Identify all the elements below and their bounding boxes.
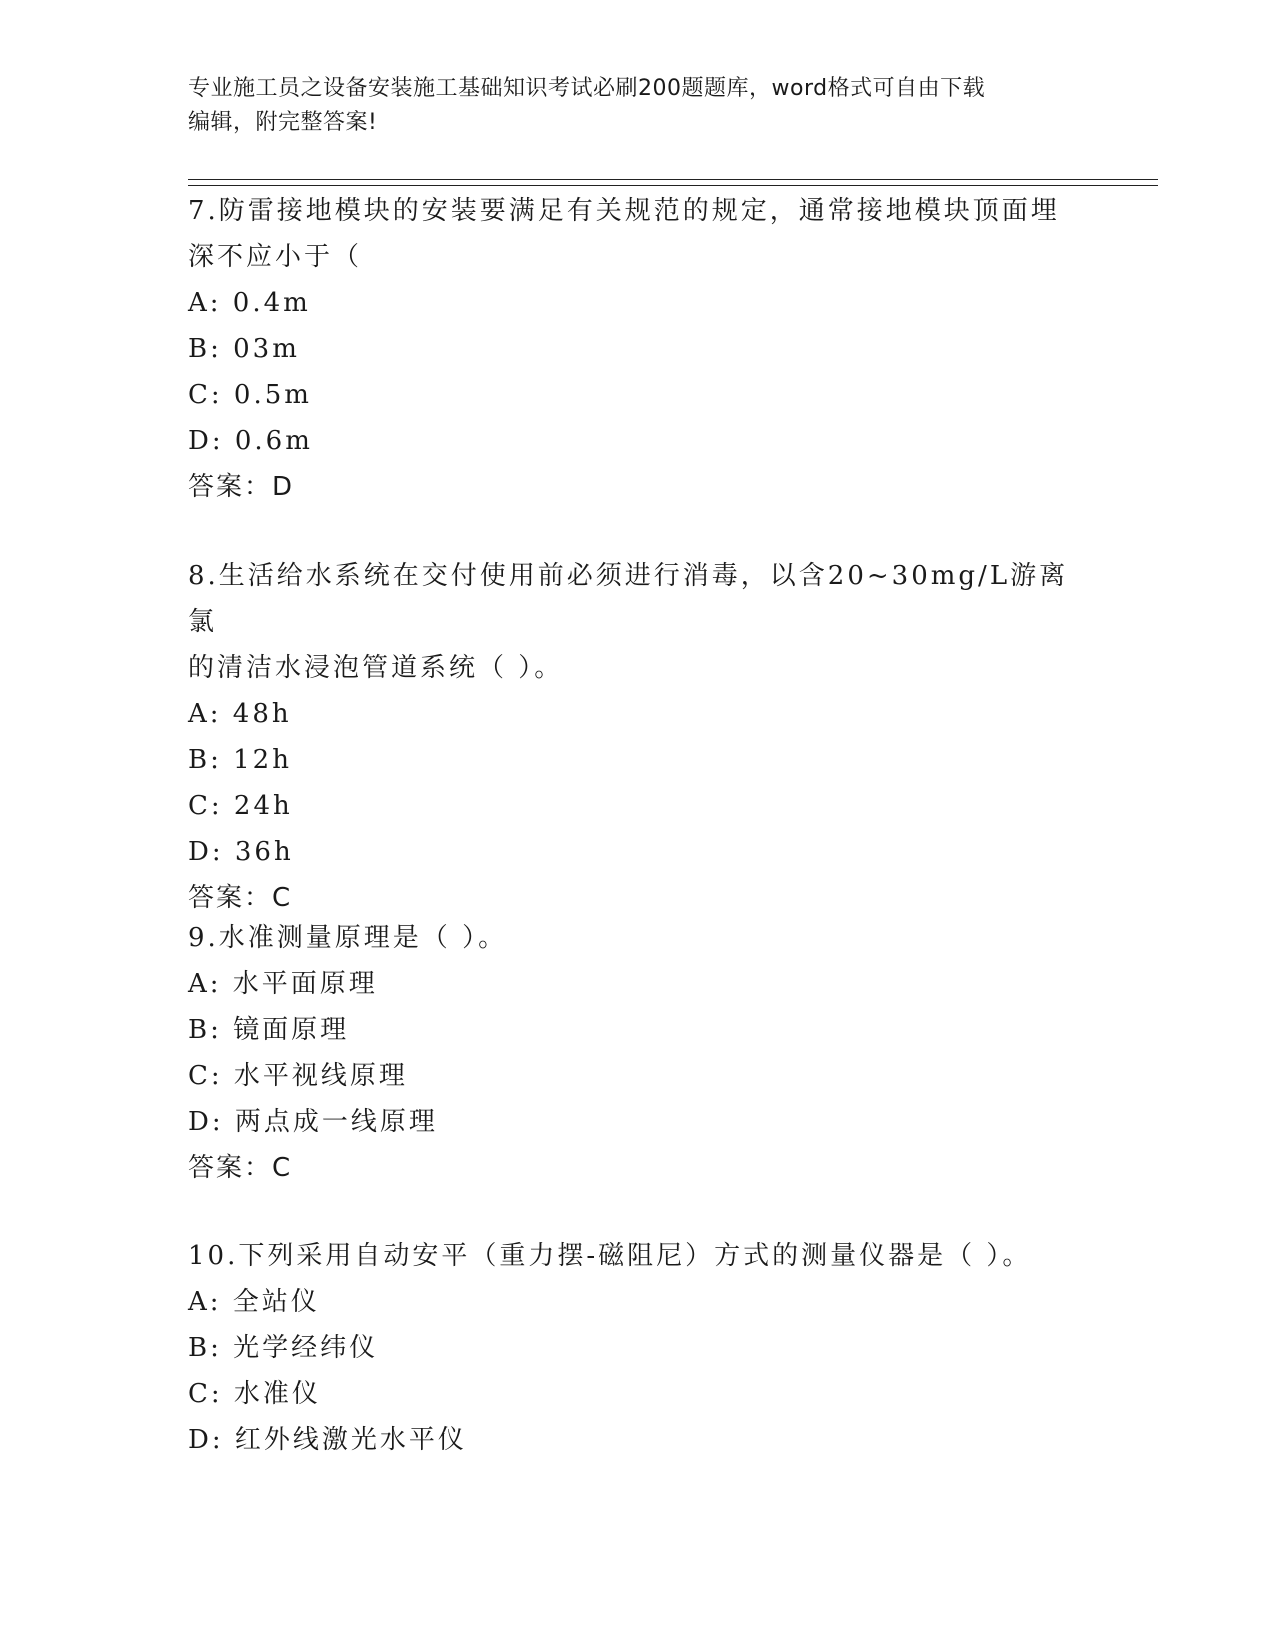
question-8 bbox=[188, 553, 1088, 921]
question-stem-continued: 的清洁水浸泡管道系统（ ）。 bbox=[188, 653, 564, 683]
option-a: A: 48h bbox=[188, 699, 292, 729]
document-header bbox=[188, 72, 1088, 140]
option-d: D: 红外线激光水平仪 bbox=[188, 1425, 467, 1455]
question-7 bbox=[188, 188, 1088, 510]
option-c: C: 24h bbox=[188, 791, 293, 821]
question-stem-continued: 深不应小于（ bbox=[188, 242, 363, 272]
option-b: B: 光学经纬仪 bbox=[188, 1333, 379, 1363]
option-a: A: 全站仪 bbox=[188, 1287, 320, 1317]
question-stem: 8.生活给水系统在交付使用前必须进行消毒，以含20~30mg/L游离氯 bbox=[188, 561, 1069, 637]
option-b: B: 03m bbox=[188, 334, 300, 364]
answer: 答案：C bbox=[188, 883, 293, 913]
answer: 答案：D bbox=[188, 472, 295, 502]
option-b: B: 镜面原理 bbox=[188, 1015, 350, 1045]
question-stem: 9.水准测量原理是（ ）。 bbox=[188, 923, 508, 953]
option-c: C: 水准仪 bbox=[188, 1379, 321, 1409]
answer: 答案：C bbox=[188, 1153, 293, 1183]
question-10 bbox=[188, 1233, 1088, 1463]
option-a: A: 0.4m bbox=[188, 288, 311, 318]
option-a: A: 水平面原理 bbox=[188, 969, 378, 999]
header-divider-top bbox=[188, 179, 1158, 180]
option-d: D: 0.6m bbox=[188, 426, 313, 456]
option-c: C: 水平视线原理 bbox=[188, 1061, 408, 1091]
question-stem: 7.防雷接地模块的安装要满足有关规范的规定，通常接地模块顶面埋 bbox=[188, 196, 1060, 226]
option-b: B: 12h bbox=[188, 745, 292, 775]
header-line-2: 编辑，附完整答案! bbox=[188, 110, 378, 135]
header-divider-bottom bbox=[188, 185, 1158, 186]
option-c: C: 0.5m bbox=[188, 380, 312, 410]
question-stem: 10.下列采用自动安平（重力摆-磁阻尼）方式的测量仪器是（ ）。 bbox=[188, 1241, 1032, 1271]
header-line-1: 专业施工员之设备安装施工基础知识考试必刷200题题库，word格式可自由下载 bbox=[188, 76, 986, 101]
option-d: D: 两点成一线原理 bbox=[188, 1107, 438, 1137]
option-d: D: 36h bbox=[188, 837, 294, 867]
question-9 bbox=[188, 915, 1088, 1191]
